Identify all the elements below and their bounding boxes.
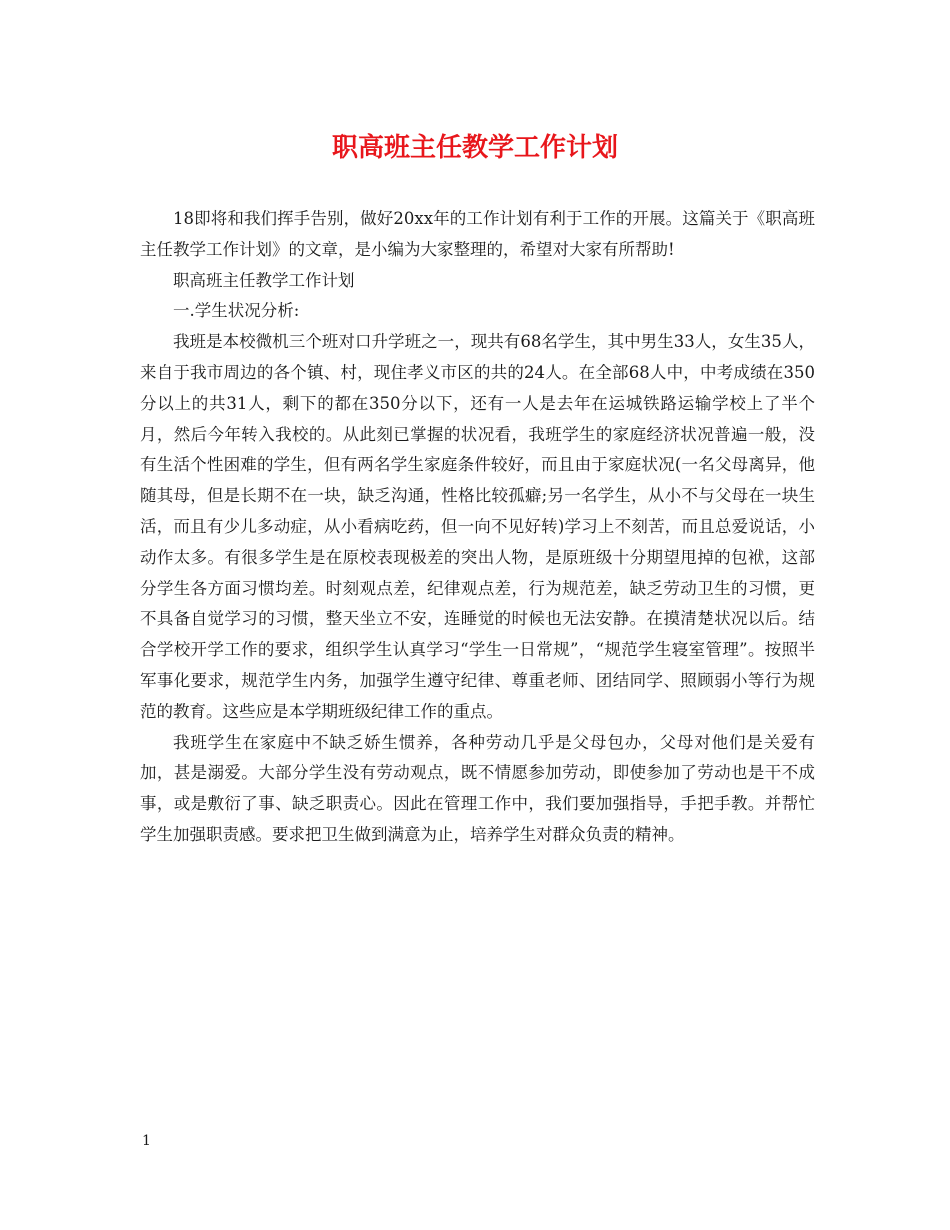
document-body xyxy=(140,204,815,851)
body-paragraph: 我班学生在家庭中不缺乏娇生惯养，各种劳动几乎是父母包办，父母对他们是关爱有加，甚是溺爱。大部分学生没有劳动观点，既不情愿参加劳动，即使参加了劳动也是干不成事，或是敷衍了事、缺乏职责心。因此在管理工作中，我们要加强指导，手把手教。并帮忙学生加强职责感。要求把卫生做到满意为止，培养学生对群众负责的精神。 xyxy=(140,732,815,844)
section-heading: 职高班主任教学工作计划 xyxy=(173,270,355,290)
intro-paragraph: 18即将和我们挥手告别，做好20xx年的工作计划有利于工作的开展。这篇关于《职高班主任教学工作计划》的文章，是小编为大家整理的，希望对大家有所帮助! xyxy=(140,209,815,259)
document-title: 职高班主任教学工作计划 xyxy=(331,133,618,163)
subsection-heading: 一.学生状况分析: xyxy=(173,301,300,321)
page-number: 1 xyxy=(142,1133,151,1149)
body-paragraph: 我班是本校微机三个班对口升学班之一，现共有68名学生，其中男生33人，女生35人，来自于我市周边的各个镇、村，现住孝义市区的共的24人。在全部68人中，中考成绩在350分以上的共31人，剩下的都在350分以下，还有一人是去年在运城铁路运输学校上了半个月，然后今年转入我校的。从此刻已掌握的状况看，我班学生的家庭经济状况普遍一般，没有生活个性困难的学生，但有两名学生家庭条件较好，而且由于家庭状况(一名父母离异，他随其母，但是长期不在一块，缺乏沟通，性格比较孤癖;另一名学生，从小不与父母在一块生活，而且有少儿多动症，从小看病吃药，但一向不见好转)学习上不刻苦，而且总爱说话，小动作太多。有很多学生是在原校表现极差的突出人物，是原班级十分期望甩掉的包袱，这部分学生各方面习惯均差。时刻观点差，纪律观点差，行为规范差，缺乏劳动卫生的习惯，更不具备自觉学习的习惯，整天坐立不安，连睡觉的时候也无法安静。在摸清楚状况以后。结合学校开学工作的要求，组织学生认真学习“学生一日常规”，“规范学生寝室管理”。按照半军事化要求，规范学生内务，加强学生遵守纪律、尊重老师、团结同学、照顾弱小等行为规范的教育。这些应是本学期班级纪律工作的重点。 xyxy=(140,332,815,721)
